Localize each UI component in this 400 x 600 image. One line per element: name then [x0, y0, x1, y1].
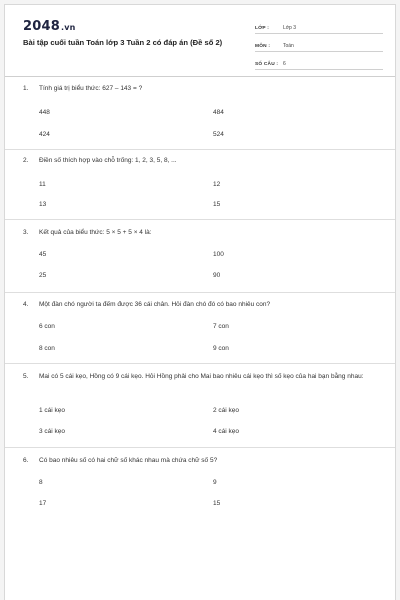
question-divider	[5, 149, 395, 150]
question-text	[23, 299, 383, 310]
logo-text: 2048	[23, 19, 60, 34]
question-divider	[5, 363, 395, 364]
answer-option-c[interactable]: 13	[39, 201, 47, 208]
worksheet-title: Bài tập cuối tuần Toán lớp 3 Tuần 2 có đáp án (Đề số 2)	[23, 38, 223, 47]
meta-value-question-count: 6	[283, 61, 286, 67]
worksheet-meta	[255, 19, 383, 73]
question-text	[23, 371, 383, 382]
question-divider	[5, 219, 395, 220]
question-number: 1.	[23, 85, 29, 92]
question-body: Điền số thích hợp vào chỗ trống: 1, 2, 3, 5, 8, ...	[39, 157, 177, 164]
question-body: Một đàn chó người ta đếm được 36 cái chân. Hỏi đàn chó đó có bao nhiêu con?	[39, 301, 271, 308]
answer-option-b[interactable]: 12	[213, 181, 221, 188]
answer-option-d[interactable]: 9 con	[213, 345, 229, 352]
question-divider	[5, 292, 395, 293]
answer-option-b[interactable]: 7 con	[213, 323, 229, 330]
answer-option-a[interactable]: 45	[39, 251, 47, 258]
answer-option-c[interactable]: 25	[39, 272, 47, 279]
answer-option-c[interactable]: 17	[39, 500, 47, 507]
question-number: 6.	[23, 457, 29, 464]
logo-suffix: .vn	[60, 23, 76, 32]
answer-option-d[interactable]: 15	[213, 201, 221, 208]
worksheet-header	[5, 5, 395, 77]
answer-option-a[interactable]: 6 con	[39, 323, 55, 330]
meta-value-class: Lớp 3	[283, 25, 297, 31]
answer-option-d[interactable]: 90	[213, 272, 221, 279]
worksheet-page	[4, 4, 396, 600]
meta-value-subject: Toán	[283, 43, 294, 49]
answer-option-a[interactable]: 11	[39, 181, 46, 188]
question-body: Tính giá trị biểu thức: 627 – 143 = ?	[39, 85, 143, 92]
answer-option-a[interactable]: 8	[39, 479, 43, 486]
answer-option-c[interactable]: 3 cái kẹo	[39, 428, 66, 435]
question-number: 5.	[23, 373, 29, 380]
answer-option-c[interactable]: 424	[39, 131, 50, 138]
answer-option-b[interactable]: 100	[213, 251, 224, 258]
question-text	[23, 455, 383, 466]
meta-label-class: LỚP :	[255, 26, 270, 31]
answer-option-d[interactable]: 15	[213, 500, 221, 507]
meta-row-class	[255, 19, 383, 34]
question-number: 3.	[23, 229, 29, 236]
question-body: Mai có 5 cái kẹo, Hồng có 9 cái kẹo. Hỏi Hồng phải cho Mai bao nhiêu cái kẹo thì số kẹo của hai bạn bằng nhau:	[39, 373, 364, 380]
answer-option-b[interactable]: 2 cái kẹo	[213, 407, 240, 414]
answer-option-b[interactable]: 9	[213, 479, 217, 486]
answer-option-a[interactable]: 1 cái kẹo	[39, 407, 66, 414]
site-logo[interactable]	[23, 19, 76, 34]
question-text	[23, 83, 383, 94]
answer-option-d[interactable]: 524	[213, 131, 224, 138]
question-body: Có bao nhiêu số có hai chữ số khác nhau mà chứa chữ số 5?	[39, 457, 218, 464]
meta-label-question-count: SỐ CÂU :	[255, 62, 279, 67]
meta-row-question-count	[255, 55, 383, 70]
answer-option-d[interactable]: 4 cái kẹo	[213, 428, 240, 435]
question-divider	[5, 447, 395, 448]
answer-option-c[interactable]: 8 con	[39, 345, 55, 352]
answer-option-b[interactable]: 484	[213, 109, 224, 116]
answer-option-a[interactable]: 448	[39, 109, 50, 116]
question-text	[23, 227, 383, 238]
meta-label-subject: MÔN :	[255, 44, 271, 49]
meta-row-subject	[255, 37, 383, 52]
question-text	[23, 155, 383, 166]
question-body: Kết quả của biểu thức: 5 × 5 + 5 × 4 là:	[39, 229, 152, 236]
question-number: 4.	[23, 301, 29, 308]
question-number: 2.	[23, 157, 29, 164]
